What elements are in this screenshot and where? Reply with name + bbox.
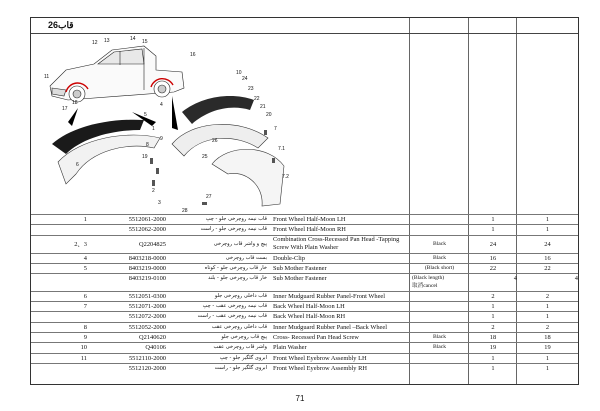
index-cell [31, 274, 89, 291]
qty1-cell: 1 [491, 364, 495, 372]
callout-21: 21 [260, 104, 266, 110]
note-length: (Black length) [412, 275, 445, 282]
note-cell [410, 225, 469, 234]
qty2-cell: 2 [545, 292, 550, 300]
persian-name-cell: پیچ و واشر قاب روچرخی [213, 240, 267, 247]
part-number-cell: 5512120-2000 [128, 364, 166, 372]
callout-26: 26 [212, 138, 218, 144]
index-cell: 5 [83, 264, 87, 272]
qty1-cell: 2 [491, 292, 495, 300]
callout-7: 7 [274, 126, 277, 132]
callout-labels [44, 36, 289, 214]
index-cell: 11 [80, 354, 87, 362]
callout-4: 4 [160, 102, 163, 108]
callout-11: 11 [44, 74, 50, 80]
english-name-cell: Plain Washer [273, 344, 307, 352]
part-number-cell: 8403219-0100 [128, 275, 166, 283]
part-number-cell: 5512062-2000 [128, 226, 166, 234]
callout-27: 27 [206, 194, 212, 200]
english-name-cell: Front Wheel Eyebrow Assembly RH [273, 364, 367, 372]
qty1-cell: 22 [489, 264, 497, 272]
qty2-cell: 1 [545, 364, 550, 372]
table-row [31, 235, 578, 253]
callout-3: 3 [158, 200, 161, 206]
table-row [31, 224, 578, 234]
index-cell: 8 [83, 323, 87, 331]
callout-12: 12 [92, 40, 98, 46]
rear-inner-mudguard-part [212, 149, 284, 206]
note-cell [410, 292, 469, 301]
callout-14: 14 [130, 36, 136, 42]
qty2-cell: 22 [544, 264, 551, 272]
english-name-cell: Front Wheel Half-Moon RH [273, 226, 346, 234]
callout-15: 15 [142, 39, 148, 45]
qty2-cell: 4 [574, 275, 578, 283]
index-cell [31, 225, 89, 234]
index-cell: 4 [83, 254, 87, 262]
table-row [31, 291, 578, 301]
qty1-cell: 1 [491, 313, 495, 321]
note-cell [410, 215, 469, 224]
callout-9: 9 [160, 136, 163, 142]
persian-name-cell: قاب نیمه روچرخی جلو - چپ [205, 216, 267, 222]
page-number: 71 [295, 394, 305, 403]
persian-name-cell: قاب داخلی روچرخی جلو [214, 292, 267, 299]
index-cell: 6 [83, 292, 87, 300]
callout-20: 20 [266, 112, 272, 118]
callout-18: 18 [72, 100, 78, 106]
persian-name-cell: ابروی گلگیر جلو - چپ [219, 354, 267, 361]
persian-name-cell: قاب نیمه روچرخی جلو - راست [200, 226, 267, 233]
part-number-cell: 5512051-0300 [128, 292, 166, 300]
persian-name-cell: ابروی گلگیر جلو - راست [214, 364, 267, 371]
english-name-cell: Front Wheel Half-Moon LH [273, 216, 346, 223]
english-name-cell: Combination Cross-Recessed Pan Head -Tapping Screw With Plain Washer [273, 235, 400, 251]
callout-19: 19 [142, 154, 148, 160]
callout-28: 28 [182, 208, 188, 214]
table-row [31, 263, 578, 273]
callout-10: 10 [236, 70, 242, 76]
callout-16: 16 [190, 52, 196, 58]
note-cell: Black [432, 240, 447, 247]
qty1-cell: 16 [489, 254, 497, 262]
part-number-cell: Q2140620 [139, 333, 166, 341]
parts-diagram-svg [32, 34, 299, 228]
table-row [31, 322, 578, 332]
english-name-cell: Double-Clip [273, 254, 305, 262]
table-row [31, 332, 578, 342]
english-name-cell: Cross- Recessed Pan Head Screw [273, 333, 359, 341]
qty2-cell: 2 [545, 323, 550, 331]
note-cell: Black [432, 333, 447, 340]
index-cell: 7 [83, 303, 87, 311]
note-cell: (Black short) [424, 264, 455, 271]
table-row [31, 253, 578, 263]
english-name-cell: Inner Mudguard Rubber Panel –Back Wheel [273, 323, 387, 331]
table-row [31, 301, 578, 311]
qty2-cell: 19 [544, 344, 551, 352]
part-number-cell: 5512072-2000 [128, 313, 166, 321]
english-name-cell: Back Wheel Half-Moon LH [273, 303, 345, 311]
qty1-cell: 24 [489, 240, 497, 248]
callout-17: 17 [62, 106, 68, 112]
part-number-cell: 5512052-2000 [128, 323, 166, 331]
callout-7-2: 7.2 [282, 174, 289, 180]
note-cell [410, 302, 469, 311]
qty2-cell: 16 [544, 254, 551, 262]
callout-25: 25 [202, 154, 208, 160]
index-cell: 9 [83, 333, 87, 341]
chapter-label: قاب [58, 20, 74, 30]
qty1-cell: 19 [489, 344, 497, 352]
parts-catalog-table [30, 17, 579, 385]
callout-24: 24 [242, 76, 248, 82]
note-cancel: 取消cancel [412, 283, 438, 290]
part-number-cell: Q40106 [145, 344, 166, 352]
qty1-cell: 18 [489, 333, 497, 341]
callout-13: 13 [104, 38, 110, 44]
part-number-cell: 5512110-2000 [128, 354, 166, 362]
index-cell [31, 312, 89, 321]
english-name-cell: Inner Mudguard Rubber Panel-Front Wheel [273, 292, 386, 300]
note-cell [410, 323, 469, 332]
qty2-cell: 18 [544, 333, 551, 341]
index-cell: 10 [80, 344, 87, 352]
index-cell: 2、3 [74, 240, 87, 248]
qty2-cell: 1 [545, 313, 550, 321]
note-cell [410, 364, 469, 373]
english-name-cell: Sub Mother Fastener [273, 264, 327, 272]
qty1-cell: 1 [491, 216, 495, 223]
index-cell: 1 [83, 216, 87, 223]
table-row [31, 311, 578, 321]
qty1-cell: 1 [491, 354, 495, 362]
pickup-truck-illustration [50, 46, 184, 102]
callout-7-1: 7.1 [278, 146, 285, 152]
index-cell [31, 364, 89, 373]
callout-8: 8 [146, 142, 149, 148]
chapter-number: 26 [48, 20, 59, 30]
persian-name-cell: قاب داخلی روچرخی عقب [211, 323, 267, 330]
table-row [31, 273, 578, 291]
note-cell: Black [432, 344, 447, 351]
note-cell [410, 274, 469, 291]
persian-name-cell: قاب نیمه روچرخی عقب - راست [197, 313, 267, 320]
callout-5: 5 [144, 112, 147, 118]
part-number-cell: Q2204825 [139, 240, 166, 248]
part-number-cell: 8403218-0000 [128, 254, 166, 262]
persian-name-cell: واشر قاب روچرخی عقب [213, 344, 267, 351]
note-cell: Black [432, 254, 447, 261]
callout-2: 2 [152, 188, 155, 194]
qty1-cell: 1 [491, 226, 495, 234]
english-name-cell: Back Wheel Half-Moon RH [273, 313, 346, 321]
table-row [31, 353, 578, 363]
parts-rows [31, 214, 578, 373]
qty2-cell: 1 [545, 354, 550, 362]
part-number-cell: 8403219-0000 [128, 264, 166, 272]
note-cell [410, 312, 469, 321]
table-row [31, 214, 578, 224]
persian-name-cell: بست قاب روچرخی [225, 254, 267, 261]
english-name-cell: Sub Mother Fastener [273, 275, 327, 283]
callout-23: 23 [248, 86, 254, 92]
note-cell [410, 354, 469, 363]
qty1-cell: 2 [491, 323, 495, 331]
qty2-cell: 1 [545, 226, 550, 234]
callout-1: 1 [152, 126, 155, 132]
persian-name-cell: خار قاب روچرخی جلو - بلند [208, 275, 267, 282]
callout-22: 22 [254, 96, 260, 102]
persian-name-cell: خار قاب روچرخی جلو - کوتاه [204, 264, 267, 271]
english-name-cell: Front Wheel Eyebrow Assembly LH [273, 354, 367, 362]
chapter-heading [34, 20, 74, 31]
qty2-cell: 1 [545, 303, 550, 311]
callout-6: 6 [76, 162, 79, 168]
exploded-parts-diagram [32, 34, 299, 228]
persian-name-cell: قاب نیمه روچرخی عقب - چپ [202, 303, 267, 310]
table-row [31, 363, 578, 373]
part-number-cell: 5512071-2000 [128, 303, 166, 311]
qty1-cell: 4 [513, 275, 517, 283]
part-number-cell: 5512061-2000 [128, 216, 166, 223]
qty2-cell: 24 [544, 240, 551, 248]
rear-eyebrow-part [182, 96, 254, 124]
qty2-cell: 1 [545, 216, 550, 223]
qty1-cell: 1 [491, 303, 495, 311]
persian-name-cell: پیچ قاب روچرخی جلو [221, 333, 267, 340]
table-row [31, 342, 578, 352]
